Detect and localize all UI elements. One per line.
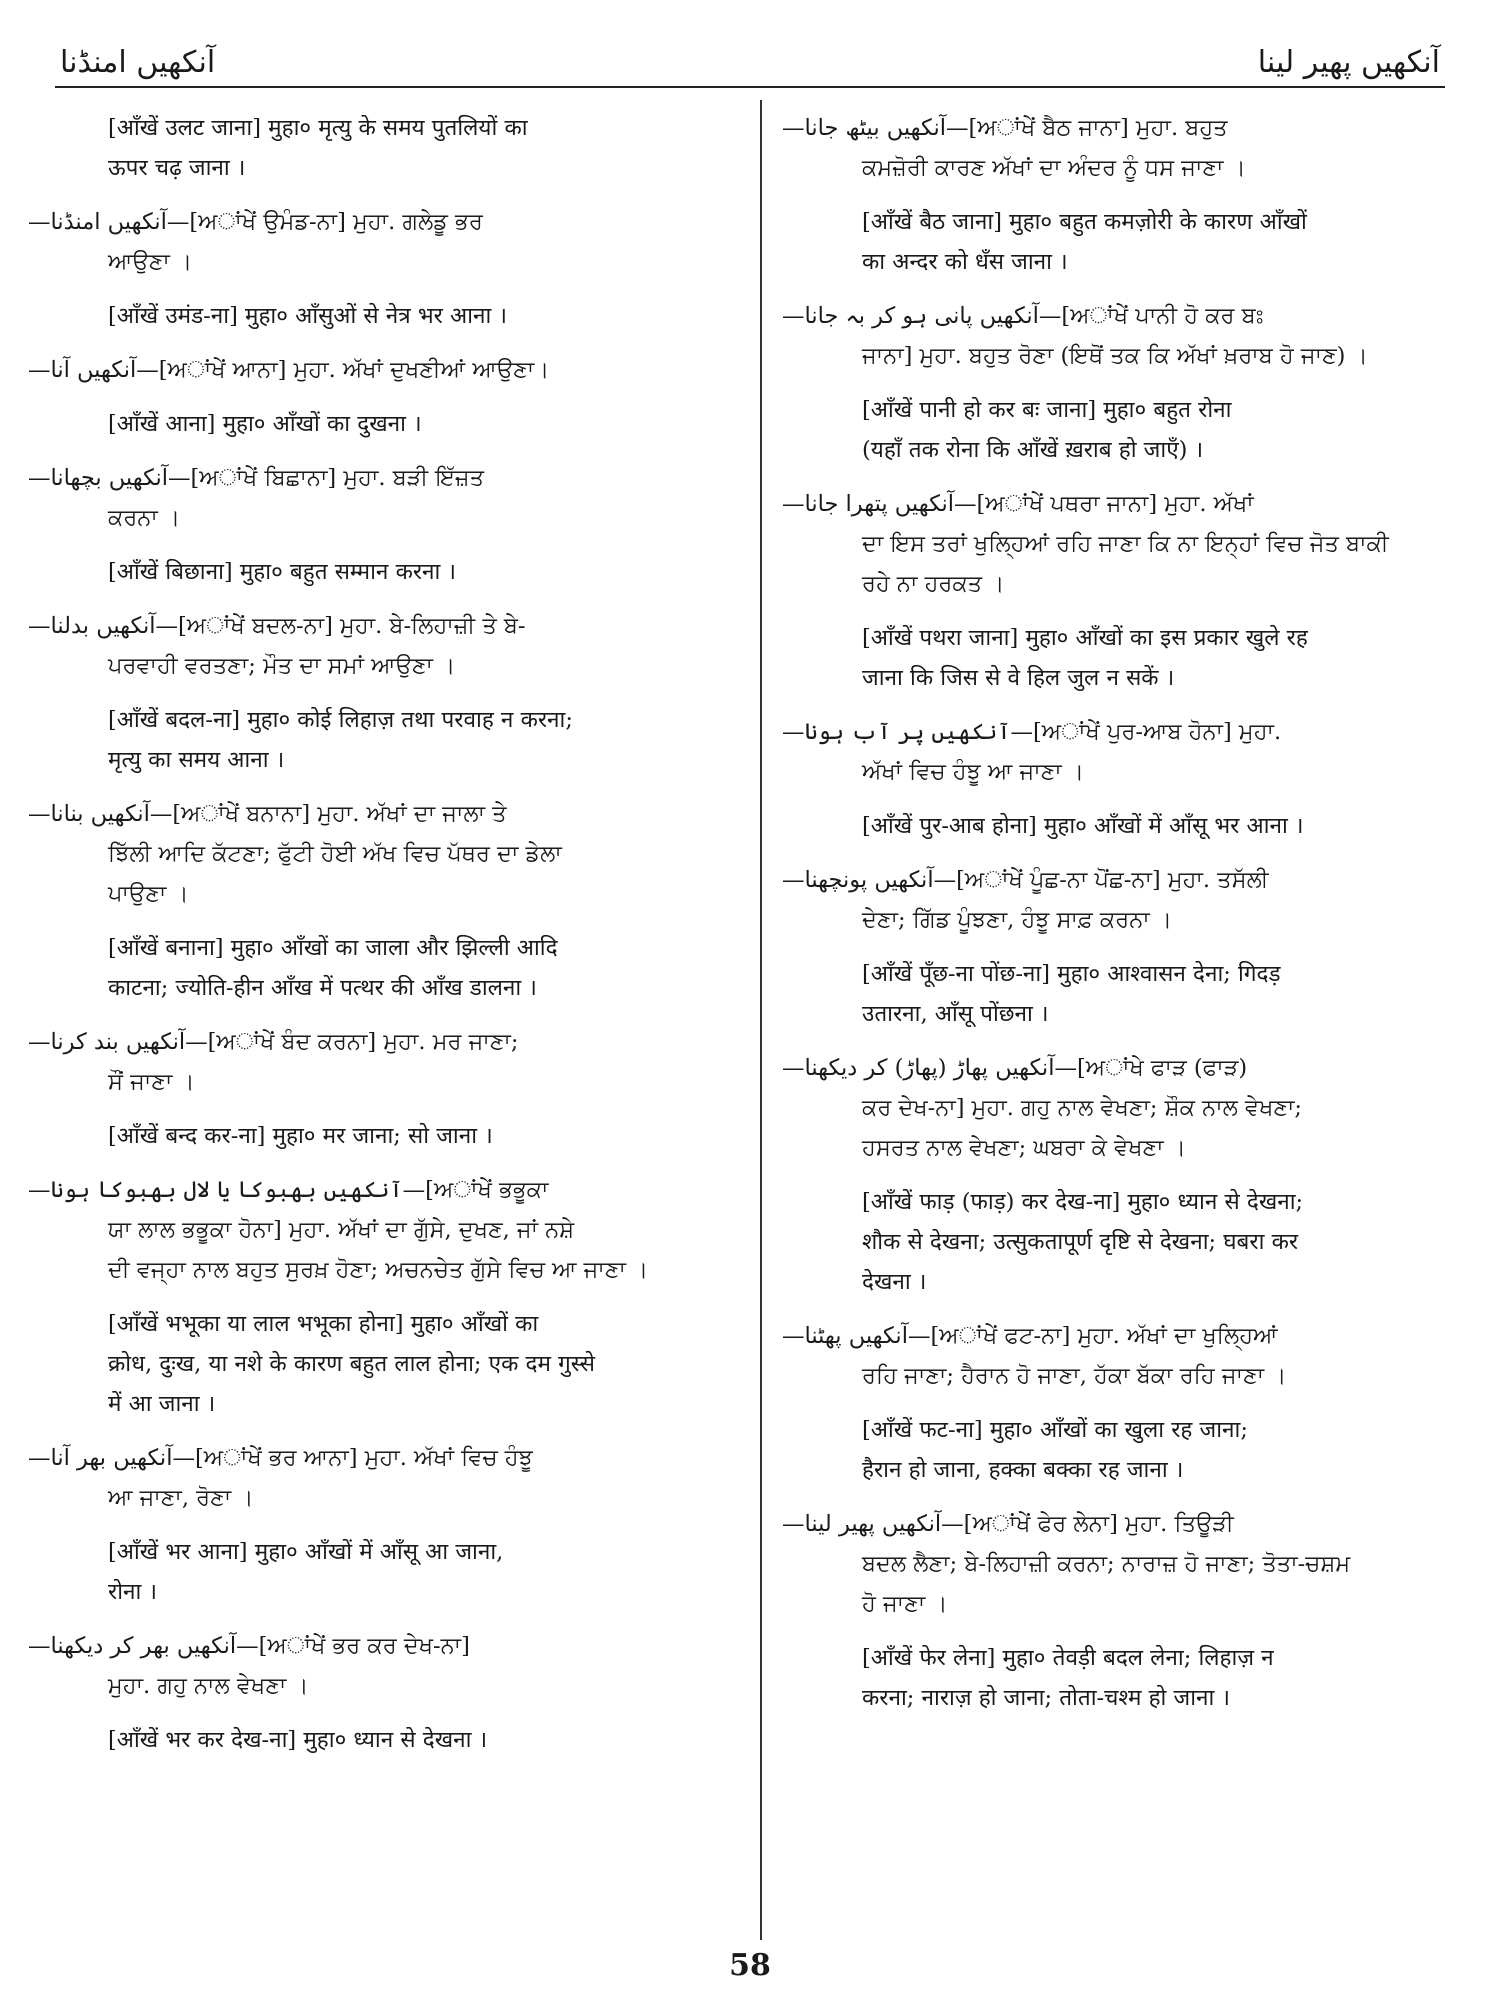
hindi-entry bbox=[782, 390, 1482, 470]
punjabi-entry bbox=[782, 1048, 1482, 1168]
right-column bbox=[782, 108, 1482, 1940]
entry-line: [आँखें पथरा जाना] मुहा० आँखों का इस प्रकार खुले रह bbox=[862, 625, 1308, 651]
entry-line: ਦੇਣਾ; ਗਿੱਡ ਪੂੰਝਣਾ, ਹੰਝੂ ਸਾਫ਼ ਕਰਨਾ । bbox=[862, 907, 1173, 933]
punjabi-entry bbox=[28, 1022, 738, 1102]
entry-line: [आँखें भभूका या लाल भभूका होना] मुहा० आँखों का bbox=[108, 1311, 539, 1337]
entry-line: हैरान हो जाना, हक्का बक्का रह जाना । bbox=[862, 1457, 1184, 1483]
entry-line: [आँखें पानी हो कर बः जाना] मुहा० बहुत रोना bbox=[862, 397, 1232, 423]
punjabi-entry bbox=[782, 860, 1482, 940]
punjabi-entry bbox=[782, 712, 1482, 792]
hindi-entry bbox=[782, 954, 1482, 1034]
entry-line: [आँखें फेर लेना] मुहा० तेवड़ी बदल लेना; लिहाज़ न bbox=[862, 1645, 1274, 1671]
hindi-entry bbox=[782, 202, 1482, 282]
entry-line: ਪਰਵਾਹੀ ਵਰਤਣਾ; ਮੌਤ ਦਾ ਸਮਾਂ ਆਉਣਾ । bbox=[108, 653, 456, 679]
punjabi-entry bbox=[28, 202, 738, 282]
entry-line: ਪਾਉਣਾ । bbox=[108, 881, 189, 907]
punjabi-entry bbox=[28, 1170, 738, 1290]
entry-line: ਕਰਨਾ । bbox=[108, 505, 181, 531]
entry-line: [आँखें बनाना] मुहा० आँखों का जाला और झिल्ली आदि bbox=[108, 935, 558, 961]
hindi-entry bbox=[28, 928, 738, 1008]
entry-line: ਹਸਰਤ ਨਾਲ ਵੇਖਣਾ; ਘਬਰਾ ਕੇ ਵੇਖਣਾ । bbox=[862, 1135, 1186, 1161]
entry-line: देखना । bbox=[862, 1269, 927, 1295]
hindi-entry bbox=[782, 806, 1482, 846]
hindi-entry bbox=[782, 1182, 1482, 1302]
entry-line: —آنکھیں بدلنا—[ਅਾਂਖੇਂ ਬਦਲ-ਨਾ] ਮੁਹਾ. ਬੇ-ਲਿਹਾਜ਼ੀ ਤੇ ਬੇ- bbox=[28, 613, 526, 639]
hindi-entry bbox=[782, 1410, 1482, 1490]
entry-line: —آنکھیں پھٹنا—[ਅਾਂਖੇਂ ਫਟ-ਨਾ] ਮੁਹਾ. ਅੱਖਾਂ ਦਾ ਖੁਲ੍ਹਿਆਂ bbox=[782, 1323, 1278, 1349]
entry-line: काटना; ज्योति-हीन आँख में पत्थर की आँख डालना । bbox=[108, 975, 537, 1001]
punjabi-entry bbox=[28, 606, 738, 686]
entry-line: [आँखें भर कर देख-ना] मुहा० ध्यान से देखना । bbox=[108, 1727, 488, 1753]
entry-line: —آنکھیں پتھرا جانا—[ਅਾਂਖੇਂ ਪਥਰਾ ਜਾਨਾ] ਮੁਹਾ. ਅੱਖਾਂ bbox=[782, 491, 1254, 517]
entry-line: —آنکھیں پر آب ہونا—[ਅਾਂਖੇਂ ਪੁਰ-ਆਬ ਹੋਨਾ] ਮੁਹਾ. bbox=[782, 719, 1282, 745]
entry-line: [आँखें उमंड-ना] मुहा० आँसुओं से नेत्र भर आना । bbox=[108, 303, 508, 329]
entry-line: शौक से देखना; उत्सुकतापूर्ण दृष्टि से देखना; घबरा कर bbox=[862, 1229, 1299, 1255]
hindi-entry bbox=[28, 1304, 738, 1424]
entry-line: ਰਹਿ ਜਾਣਾ; ਹੈਰਾਨ ਹੋ ਜਾਣਾ, ਹੱਕਾ ਬੱਕਾ ਰਹਿ ਜਾਣਾ । bbox=[862, 1363, 1287, 1389]
header-rule bbox=[55, 86, 1445, 88]
entry-line: [आँखें बदल-ना] मुहा० कोई लिहाज़ तथा परवाह न करना; bbox=[108, 707, 573, 733]
hindi-entry bbox=[28, 1532, 738, 1612]
entry-line: ਜਾਨਾ] ਮੁਹਾ. ਬਹੁਤ ਰੋਣਾ (ਇਥੋਂ ਤਕ ਕਿ ਅੱਖਾਂ ਖ਼ਰਾਬ ਹੋ ਜਾਣ) । bbox=[862, 343, 1368, 369]
entry-line: उतारना, आँसू पोंछना । bbox=[862, 1001, 1049, 1027]
header-right: آنکھیں پھیر لینا bbox=[1257, 45, 1440, 80]
entry-line: ਆਉਣਾ । bbox=[108, 249, 193, 275]
entry-line: —آنکھیں بھر آنا—[ਅਾਂਖੇਂ ਭਰ ਆਨਾ] ਮੁਹਾ. ਅੱਖਾਂ ਵਿਚ ਹੰਝੂ bbox=[28, 1445, 533, 1471]
hindi-entry bbox=[28, 296, 738, 336]
entry-line: ਯਾ ਲਾਲ ਭਭੂਕਾ ਹੋਨਾ] ਮੁਹਾ. ਅੱਖਾਂ ਦਾ ਗੁੱਸੇ, ਦੁਖਣ, ਜਾਂ ਨਸ਼ੇ bbox=[108, 1217, 575, 1243]
hindi-entry bbox=[28, 404, 738, 444]
entry-line: ਬਦਲ ਲੈਣਾ; ਬੇ-ਲਿਹਾਜ਼ੀ ਕਰਨਾ; ਨਾਰਾਜ਼ ਹੋ ਜਾਣਾ; ਤੋਤਾ-ਚਸ਼ਮ bbox=[862, 1551, 1351, 1577]
punjabi-entry bbox=[28, 1438, 738, 1518]
punjabi-entry bbox=[28, 1626, 738, 1706]
entry-line: ਮੁਹਾ. ਗਹੁ ਨਾਲ ਵੇਖਣਾ । bbox=[108, 1673, 309, 1699]
header-left: آنکھیں امنڈنا bbox=[60, 45, 216, 80]
entry-line: का अन्दर को धँस जाना । bbox=[862, 249, 1068, 275]
entry-line: करना; नाराज़ हो जाना; तोता-चश्म हो जाना । bbox=[862, 1685, 1231, 1711]
entry-line: [आँखें भर आना] मुहा० आँखों में आँसू आ जाना, bbox=[108, 1539, 504, 1565]
hindi-entry bbox=[782, 618, 1482, 698]
hindi-entry bbox=[28, 552, 738, 592]
entry-line: [आँखें पूँछ-ना पोंछ-ना] मुहा० आश्वासन देना; गिदड़ bbox=[862, 961, 1281, 987]
entry-line: [आँखें आना] मुहा० आँखों का दुखना । bbox=[108, 411, 422, 437]
entry-line: ਝਿੱਲੀ ਆਦਿ ਕੱਟਣਾ; ਫੁੱਟੀ ਹੋਈ ਅੱਖ ਵਿਚ ਪੱਥਰ ਦਾ ਡੇਲਾ bbox=[108, 841, 562, 867]
punjabi-entry bbox=[782, 296, 1482, 376]
hindi-entry bbox=[28, 108, 738, 188]
punjabi-entry bbox=[782, 108, 1482, 188]
entry-line: मृत्यु का समय आना । bbox=[108, 747, 285, 773]
punjabi-entry bbox=[782, 484, 1482, 604]
entry-line: ਸੌਂ ਜਾਣਾ । bbox=[108, 1069, 195, 1095]
entry-line: —آنکھیں بچھانا—[ਅਾਂਖੇਂ ਬਿਛਾਨਾ] ਮੁਹਾ. ਬੜੀ ਇੱਜ਼ਤ bbox=[28, 465, 484, 491]
entry-line: (यहाँ तक रोना कि आँखें ख़राब हो जाएँ) । bbox=[862, 437, 1204, 463]
entry-line: ਕਰ ਦੇਖ-ਨਾ] ਮੁਹਾ. ਗਹੁ ਨਾਲ ਵੇਖਣਾ; ਸ਼ੌਕ ਨਾਲ ਵੇਖਣਾ; bbox=[862, 1095, 1303, 1121]
entry-line: ਹੋ ਜਾਣਾ । bbox=[862, 1591, 948, 1617]
running-header bbox=[60, 20, 1440, 80]
entry-line: —آنکھیں بھبوکا یا لال بھبوکا ہونا—[ਅਾਂਖੇਂ ਭਭੂਕਾ bbox=[28, 1177, 549, 1203]
entry-line: [आँखें बिछाना] मुहा० बहुत सम्मान करना । bbox=[108, 559, 457, 585]
punjabi-entry bbox=[28, 458, 738, 538]
entry-line: —آنکھیں پانی ہو کر بہ جانا—[ਅਾਂਖੇਂ ਪਾਨੀ ਹੋ ਕਰ ਬਃ bbox=[782, 303, 1264, 329]
entry-line: ਅੱਖਾਂ ਵਿਚ ਹੰਝੂ ਆ ਜਾਣਾ । bbox=[862, 759, 1085, 785]
entry-line: [आँखें बैठ जाना] मुहा० बहुत कमज़ोरी के कारण आँखों bbox=[862, 209, 1307, 235]
entry-line: ਕਮਜ਼ੋਰੀ ਕਾਰਣ ਅੱਖਾਂ ਦਾ ਅੰਦਰ ਨੂੰ ਧਸ ਜਾਣਾ । bbox=[862, 155, 1246, 181]
entry-line: [आँखें फट-ना] मुहा० आँखों का खुला रह जाना; bbox=[862, 1417, 1248, 1443]
entry-line: में आ जाना । bbox=[108, 1391, 216, 1417]
punjabi-entry bbox=[782, 1504, 1482, 1624]
punjabi-entry bbox=[28, 350, 738, 390]
hindi-entry bbox=[28, 1116, 738, 1156]
entry-line: —آنکھیں بیٹھ جانا—[ਅਾਂਖੇਂ ਬੈਠ ਜਾਨਾ] ਮੁਹਾ. ਬਹੁਤ bbox=[782, 115, 1228, 141]
entry-line: —آنکھیں بند کرنا—[ਅਾਂਖੇਂ ਬੰਦ ਕਰਨਾ] ਮੁਹਾ. ਮਰ ਜਾਣਾ; bbox=[28, 1029, 519, 1055]
punjabi-entry bbox=[782, 1316, 1482, 1396]
entry-line: क्रोध, दुःख, या नशे के कारण बहुत लाल होना; एक दम गुस्से bbox=[108, 1351, 595, 1377]
hindi-entry bbox=[28, 1720, 738, 1760]
left-column bbox=[28, 108, 738, 1940]
page-number: 58 bbox=[729, 1948, 771, 1983]
entry-line: —آنکھیں بھر کر دیکھنا—[ਅਾਂਖੇਂ ਭਰ ਕਰ ਦੇਖ-ਨਾ] bbox=[28, 1633, 470, 1659]
entry-line: जाना कि जिस से वे हिल जुल न सकें । bbox=[862, 665, 1175, 691]
entry-line: [आँखें बन्द कर-ना] मुहा० मर जाना; सो जाना । bbox=[108, 1123, 493, 1149]
column-divider bbox=[760, 100, 762, 1940]
entry-line: —آنکھیں پونچھنا—[ਅਾਂਖੇਂ ਪੂੰਛ-ਨਾ ਪੋਂਛ-ਨਾ] ਮੁਹਾ. ਤਸੱਲੀ bbox=[782, 867, 1269, 893]
entry-line: —آنکھیں پھیر لینا—[ਅਾਂਖੇਂ ਫੇਰ ਲੇਨਾ] ਮੁਹਾ. ਤਿਊੜੀ bbox=[782, 1511, 1234, 1537]
entry-line: ਦੀ ਵਜ੍ਹਾ ਨਾਲ ਬਹੁਤ ਸੁਰਖ਼ ਹੋਣਾ; ਅਚਨਚੇਤ ਗੁੱਸੇ ਵਿਚ ਆ ਜਾਣਾ । bbox=[108, 1257, 649, 1283]
hindi-entry bbox=[782, 1638, 1482, 1718]
entry-line: [आँखें उलट जाना] मुहा० मृत्यु के समय पुतलियों का bbox=[108, 115, 528, 141]
hindi-entry bbox=[28, 700, 738, 780]
entry-line: [आँखें पुर-आब होना] मुहा० आँखों में आँसू भर आना । bbox=[862, 813, 1304, 839]
entry-line: —آنکھیں امنڈنا—[ਅਾਂਖੇਂ ਉਮੰਡ-ਨਾ] ਮੁਹਾ. ਗਲੇਡੂ ਭਰ bbox=[28, 209, 483, 235]
entry-line: ऊपर चढ़ जाना । bbox=[108, 155, 246, 181]
entry-line: —آنکھیں پھاڑ (پھاڑ) کر دیکھنا—[ਅਾਂਖੇ ਫਾੜ (ਫਾੜ) bbox=[782, 1055, 1248, 1081]
punjabi-entry bbox=[28, 794, 738, 914]
entry-line: ਰਹੇ ਨਾ ਹਰਕਤ । bbox=[862, 571, 1005, 597]
entry-line: —آنکھیں بنانا—[ਅਾਂਖੇਂ ਬਨਾਨਾ] ਮੁਹਾ. ਅੱਖਾਂ ਦਾ ਜਾਲਾ ਤੇ bbox=[28, 801, 507, 827]
entry-line: रोना । bbox=[108, 1579, 158, 1605]
entry-line: [आँखें फाड़ (फाड़) कर देख-ना] मुहा० ध्यान से देखना; bbox=[862, 1189, 1304, 1215]
entry-line: —آنکھیں آنا—[ਅਾਂਖੇਂ ਆਨਾ] ਮੁਹਾ. ਅੱਖਾਂ ਦੁਖਣੀਆਂ ਆਉਣਾ। bbox=[28, 357, 550, 383]
entry-line: ਦਾ ਇਸ ਤਰਾਂ ਖੁਲ੍ਹਿਆਂ ਰਹਿ ਜਾਣਾ ਕਿ ਨਾ ਇਨ੍ਹਾਂ ਵਿਚ ਜੋਤ ਬਾਕੀ bbox=[862, 531, 1389, 557]
entry-line: ਆ ਜਾਣਾ, ਰੋਣਾ । bbox=[108, 1485, 254, 1511]
